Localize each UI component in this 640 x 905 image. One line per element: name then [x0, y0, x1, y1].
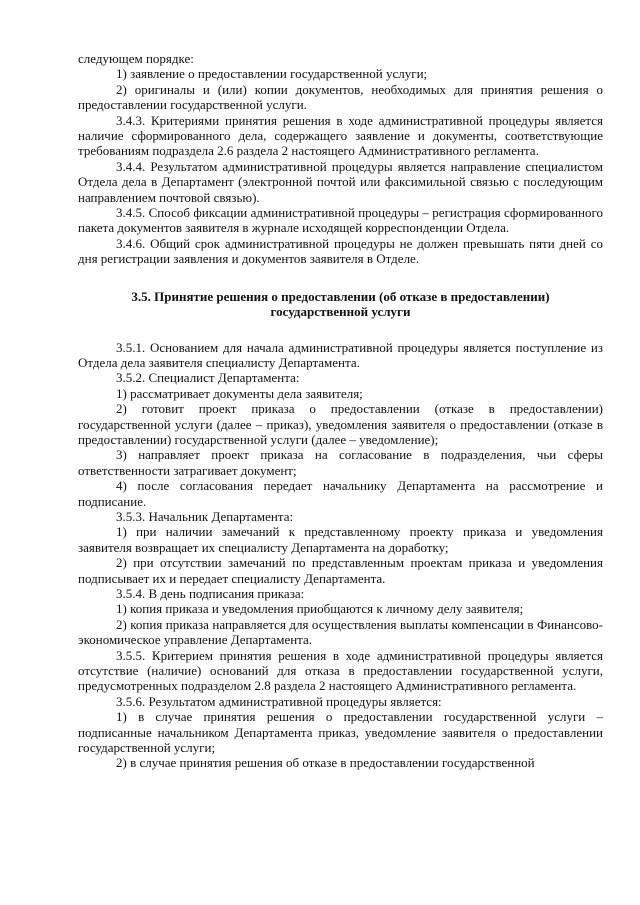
- list-item: 2) в случае принятия решения об отказе в предоставлении государственной: [116, 755, 535, 771]
- paragraph-3-5-1: 3.5.1. Основанием для начала административной процедуры является поступление из Отдела дела заявителя специалисту Департамента.: [78, 339, 603, 370]
- paragraph-3-4-3: 3.4.3. Критериями принятия решения в ходе административной процедуры является наличие сформированного дела, содержащего заявление и документы, соответствующие требованиям подраздела 2.6 раздела 2 настоящего Административного регламента.: [78, 112, 603, 159]
- list-item: 1) в случае принятия решения о предоставлении государственной услуги – подписанные начальником Департамента приказ, уведомление заявителя о предоставлении государственной услуги;: [78, 709, 603, 756]
- section-heading: [78, 289, 603, 320]
- paragraph-3-5-3: 3.5.3. Начальник Департамента:: [116, 508, 294, 524]
- list-item: 1) рассматривает документы дела заявителя;: [116, 385, 363, 401]
- intake-item: 2) оригиналы и (или) копии документов, необходимых для принятия решения о предоставлении государственной услуги.: [78, 81, 603, 113]
- section-heading-line: 3.5. Принятие решения о предоставлении (об отказе в предоставлении): [131, 288, 550, 304]
- paragraph-3-4-6: 3.4.6. Общий срок административной процедуры не должен превышать пяти дней со дня регистрации заявления и документов заявителя в Отделе.: [78, 235, 603, 267]
- paragraph-3-5-2: 3.5.2. Специалист Департамента:: [116, 370, 300, 386]
- list-item: 1) копия приказа и уведомления приобщаются к личному делу заявителя;: [116, 601, 524, 617]
- list-item: 1) при наличии замечаний к представленному проекту приказа и уведомления заявителя возвращает их специалисту Департамента на доработку;: [78, 524, 603, 555]
- paragraph-3-4-4: 3.4.4. Результатом административной процедуры является направление специалистом Отдела дела в Департамент (электронной почтой или факсимильной связью с последующим направлением почтовой связью).: [78, 158, 603, 205]
- paragraph-3-4-5: 3.4.5. Способ фиксации административной процедуры – регистрация сформированного пакета документов заявителя в журнале исходящей корреспонденции Отдела.: [78, 205, 603, 236]
- list-item: 3) направляет проект приказа на согласование в подразделения, чьи сферы ответственности затрагивает документ;: [78, 447, 603, 478]
- list-item: 4) после согласования передает начальнику Департамента на рассмотрение и подписание.: [78, 478, 603, 509]
- intake-item: 1) заявление о предоставлении государственной услуги;: [116, 66, 428, 82]
- paragraph-3-5-6: 3.5.6. Результатом административной процедуры является:: [116, 693, 442, 709]
- section-heading-line: государственной услуги: [270, 304, 411, 320]
- paragraph-3-5-5: 3.5.5. Критерием принятия решения в ходе административной процедуры является отсутствие (наличие) оснований для отказа в предоставлении государственной услуги, предусмотренных подразделом 2.8 раздела 2 настоящего Административного регламента.: [78, 647, 603, 694]
- paragraph-3-5-4: 3.5.4. В день подписания приказа:: [116, 586, 305, 601]
- list-item: 2) готовит проект приказа о предоставлении (отказе в предоставлении) государственной услуги (далее – приказ), уведомления заявителя о предоставлении (отказе в предоставлении) государственной услуги (далее – уведомление);: [78, 401, 603, 447]
- lead-line: следующем порядке:: [78, 51, 194, 66]
- list-item: 2) копия приказа направляется для осуществления выплаты компенсации в Финансово-экономическое управление Департамента.: [78, 616, 603, 648]
- list-item: 2) при отсутствии замечаний по представленным проектам приказа и уведомления подписывает их и передает специалисту Департамента.: [78, 555, 603, 586]
- document-page: [78, 51, 603, 771]
